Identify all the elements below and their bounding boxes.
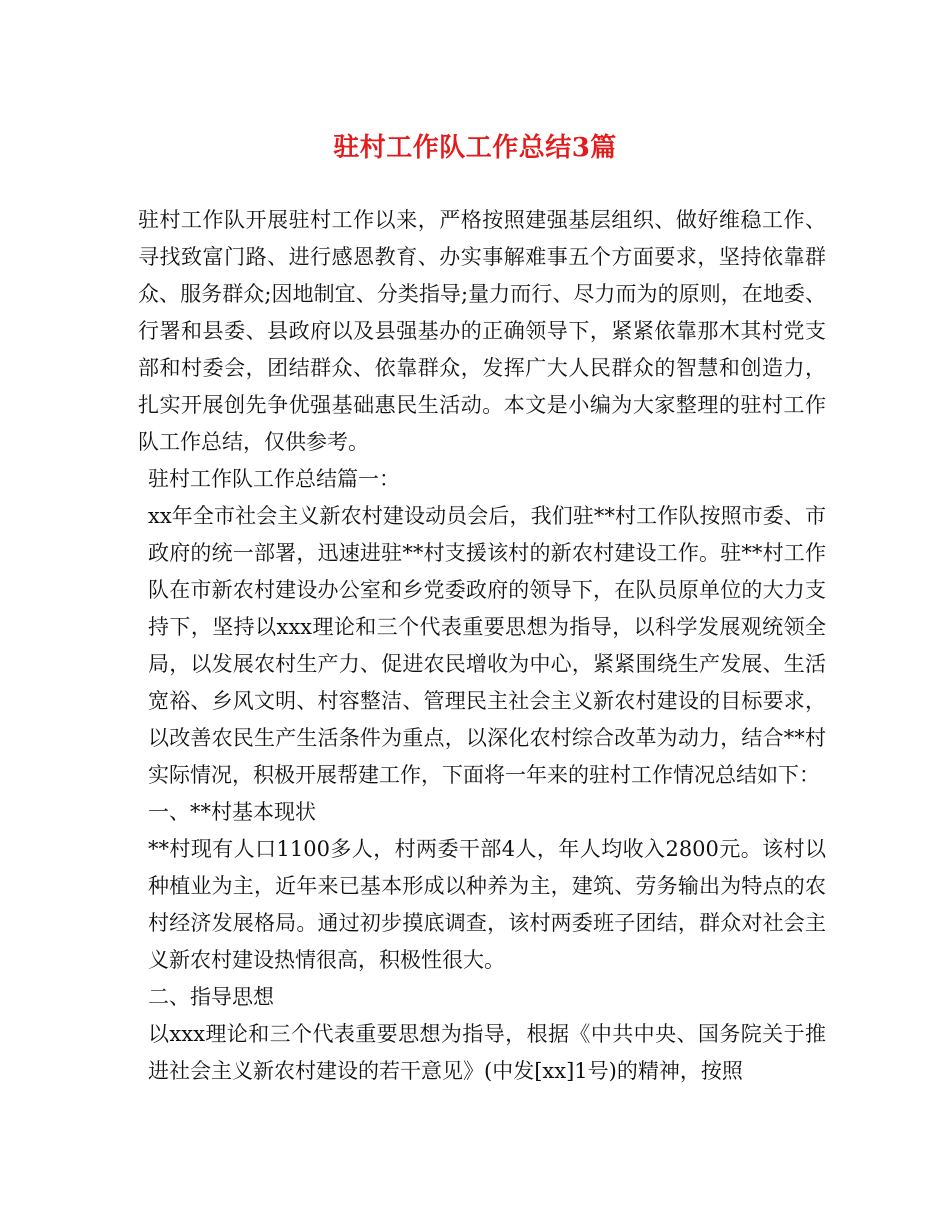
document-body [138, 202, 826, 1090]
section-heading-part-one: 驻村工作队工作总结篇一： [148, 467, 400, 491]
section-heading-guiding-ideology: 二、指导思想 [148, 985, 274, 1009]
paragraph-intro: 驻村工作队开展驻村工作以来，严格按照建强基层组织、做好维稳工作、寻找致富门路、进行感恩教育、办实事解难事五个方面要求，坚持依靠群众、服务群众;因地制宜、分类指导;量力而行、尽力而为的原则，在地委、行署和县委、县政府以及县强基办的正确领导下，紧紧依靠那木其村党支部和村委会，团结群众、依靠群众，发挥广大人民群众的智慧和创造力，扎实开展创先争优强基础惠民生活动。本文是小编为大家整理的驻村工作队工作总结，仅供参考。 [138, 208, 826, 454]
paragraph-status: **村现有人口1100多人，村两委干部4人，年人均收入2800元。该村以种植业为主，近年来已基本形成以种养为主，建筑、劳务输出为特点的农村经济发展格局。通过初步摸底调查，该村两委班子团结，群众对社会主义新农村建设热情很高，积极性很大。 [148, 837, 826, 972]
section-heading-status: 一、**村基本现状 [148, 800, 316, 824]
paragraph-guiding-ideology: 以xxx理论和三个代表重要思想为指导，根据《中共中央、国务院关于推进社会主义新农村建设的若干意见》(中发[xx]1号)的精神，按照 [148, 1022, 826, 1083]
document-title: 驻村工作队工作总结3篇 [333, 133, 617, 163]
paragraph-part-one: xx年全市社会主义新农村建设动员会后，我们驻**村工作队按照市委、市政府的统一部署，迅速进驻**村支援该村的新农村建设工作。驻**村工作队在市新农村建设办公室和乡党委政府的领导下，在队员原单位的大力支持下，坚持以xxx理论和三个代表重要思想为指导，以科学发展观统领全局，以发展农村生产力、促进农民增收为中心，紧紧围绕生产发展、生活宽裕、乡风文明、村容整洁、管理民主社会主义新农村建设的目标要求，以改善农民生产生活条件为重点，以深化农村综合改革为动力，结合**村实际情况，积极开展帮建工作，下面将一年来的驻村工作情况总结如下： [148, 504, 826, 787]
